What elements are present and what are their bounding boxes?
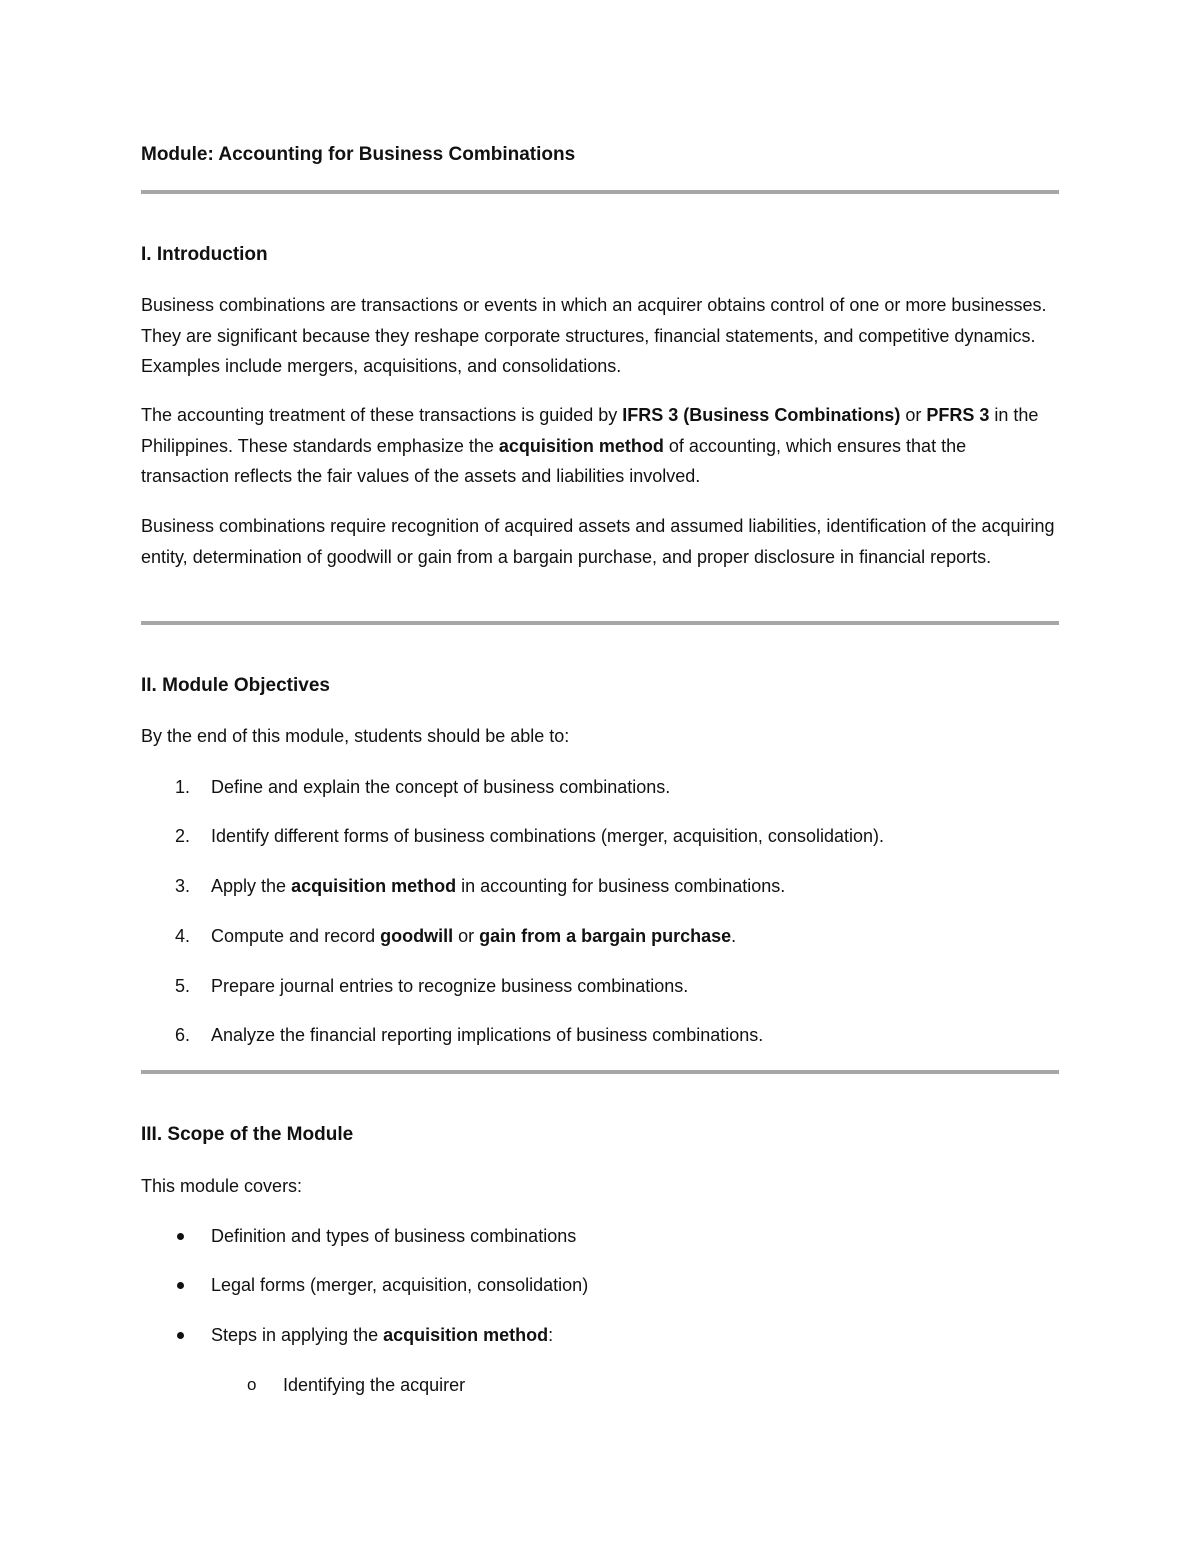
objective-text: Identify different forms of business combinations (merger, acquisition, consolidation). (211, 826, 885, 846)
objective-item (141, 775, 1059, 799)
scope-item (141, 1273, 1059, 1297)
scope-subitem-text: Identifying the acquirer (283, 1375, 466, 1395)
objective-item (141, 974, 1059, 998)
scope-text: Legal forms (merger, acquisition, consolidation) (211, 1275, 589, 1295)
intro-heading: I. Introduction (141, 244, 268, 265)
objective-text: Analyze the financial reporting implications of business combinations. (211, 1025, 764, 1045)
document-title: Module: Accounting for Business Combinations (141, 144, 576, 165)
list-number: 3. (175, 876, 191, 896)
intro-paragraph-3: Business combinations require recognition of acquired assets and assumed liabilities, identification of the acquiring entity, determination of goodwill or gain from a bargain purchase, and proper disclosure in financial reports. (141, 516, 1055, 567)
scope-lead: This module covers: (141, 1176, 303, 1196)
scope-text: Definition and types of business combinations (211, 1226, 577, 1246)
list-number: 6. (175, 1025, 191, 1045)
objective-text: Compute and record goodwill or gain from a bargain purchase. (211, 926, 737, 946)
list-number: 4. (175, 926, 191, 946)
scope-subitem (141, 1373, 1059, 1397)
objectives-heading: II. Module Objectives (141, 675, 330, 696)
bullet-icon (177, 1332, 184, 1339)
section-divider (141, 190, 1059, 194)
objective-item (141, 1023, 1059, 1047)
section-divider (141, 621, 1059, 625)
objective-item (141, 824, 1059, 848)
scope-text: Steps in applying the acquisition method: (211, 1325, 554, 1345)
section-divider (141, 1070, 1059, 1074)
bullet-icon (177, 1282, 184, 1289)
sub-bullet-marker: o (247, 1375, 257, 1394)
objective-text: Define and explain the concept of business combinations. (211, 777, 671, 797)
objective-text: Prepare journal entries to recognize business combinations. (211, 976, 689, 996)
intro-paragraph-2: The accounting treatment of these transactions is guided by IFRS 3 (Business Combinations) or PFRS 3 in the Philippines. These standards emphasize the acquisition method of accounting, which ensures that the transaction reflects the fair values of the assets and liabilities involved. (141, 405, 1039, 486)
objective-text: Apply the acquisition method in accounting for business combinations. (211, 876, 786, 896)
objectives-lead: By the end of this module, students should be able to: (141, 726, 570, 746)
scope-item (141, 1224, 1059, 1248)
list-number: 1. (175, 777, 191, 797)
scope-heading: III. Scope of the Module (141, 1124, 354, 1145)
intro-paragraph-1: Business combinations are transactions or events in which an acquirer obtains control of one or more businesses. They are significant because they reshape corporate structures, financial statements, and competitive dynamics. Examples include mergers, acquisitions, and consolidations. (141, 295, 1047, 376)
bullet-icon (177, 1233, 184, 1240)
scope-item (141, 1323, 1059, 1347)
objective-item (141, 924, 1059, 948)
objective-item (141, 874, 1059, 898)
list-number: 2. (175, 826, 191, 846)
list-number: 5. (175, 976, 191, 996)
